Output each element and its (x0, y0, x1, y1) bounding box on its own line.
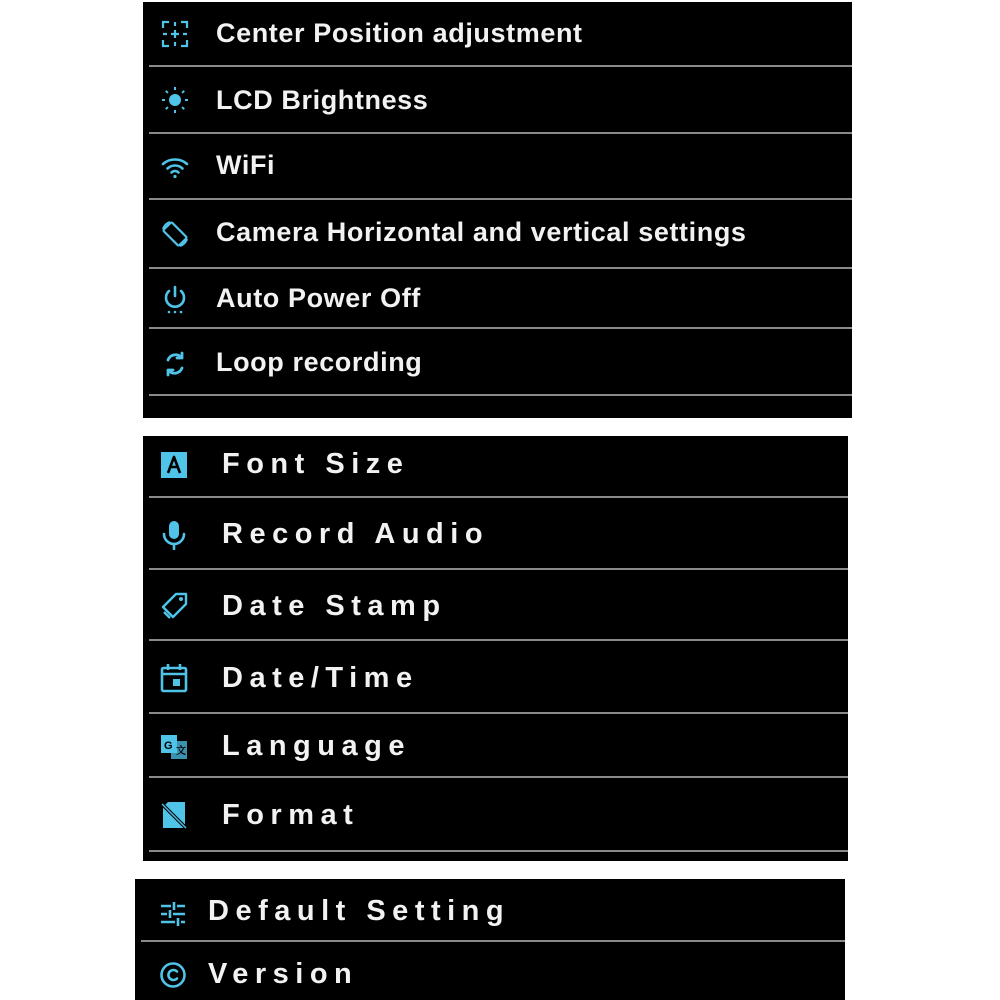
menu-item-label: Camera Horizontal and vertical settings (216, 217, 747, 247)
center-position-icon (160, 19, 190, 49)
divider (149, 850, 848, 852)
microphone-icon (159, 520, 189, 550)
menu-item-label: Default Setting (208, 895, 511, 927)
menu-item-center-position[interactable] (143, 2, 852, 66)
menu-item-wifi[interactable] (143, 134, 852, 200)
menu-item-version[interactable] (135, 942, 845, 1000)
menu-item-label: Record Audio (222, 518, 490, 550)
rotate-screen-icon (160, 219, 190, 249)
divider (149, 394, 852, 396)
menu-item-format[interactable] (143, 778, 848, 848)
menu-item-label: Center Position adjustment (216, 18, 583, 48)
menu-item-record-audio[interactable] (143, 498, 848, 568)
translate-icon (159, 732, 189, 762)
menu-item-label: Date/Time (222, 662, 419, 694)
menu-item-language[interactable] (143, 714, 848, 776)
menu-item-label: Date Stamp (222, 590, 447, 622)
menu-item-label: Format (222, 799, 360, 831)
power-icon (160, 284, 190, 314)
menu-item-label: Version (208, 958, 359, 990)
calendar-icon (159, 663, 189, 693)
brightness-icon (160, 85, 190, 115)
settings-panel-1 (143, 2, 852, 418)
font-size-icon (159, 450, 189, 480)
copyright-icon (158, 960, 188, 990)
menu-item-label: Language (222, 730, 411, 762)
menu-item-label: LCD Brightness (216, 85, 429, 115)
sd-card-off-icon (159, 800, 189, 830)
menu-item-loop-recording[interactable] (143, 329, 852, 395)
svg-text:文: 文 (176, 746, 186, 757)
menu-item-font-size[interactable] (143, 436, 848, 496)
menu-item-label: Loop recording (216, 347, 423, 377)
tag-icon (159, 591, 189, 621)
loop-icon (160, 349, 190, 379)
settings-panel-3 (135, 879, 845, 1000)
wifi-icon (160, 152, 190, 182)
menu-item-label: Font Size (222, 448, 410, 480)
menu-item-auto-power-off[interactable] (143, 269, 852, 327)
settings-panel-2 (143, 436, 848, 861)
svg-text:G: G (164, 740, 173, 752)
menu-item-date-time[interactable] (143, 641, 848, 711)
menu-item-date-stamp[interactable] (143, 570, 848, 640)
menu-item-camera-orientation[interactable] (143, 200, 852, 268)
menu-item-label: WiFi (216, 150, 276, 180)
menu-item-label: Auto Power Off (216, 283, 421, 313)
sliders-icon (158, 899, 188, 929)
menu-item-default-setting[interactable] (135, 879, 845, 941)
menu-item-lcd-brightness[interactable] (143, 67, 852, 133)
